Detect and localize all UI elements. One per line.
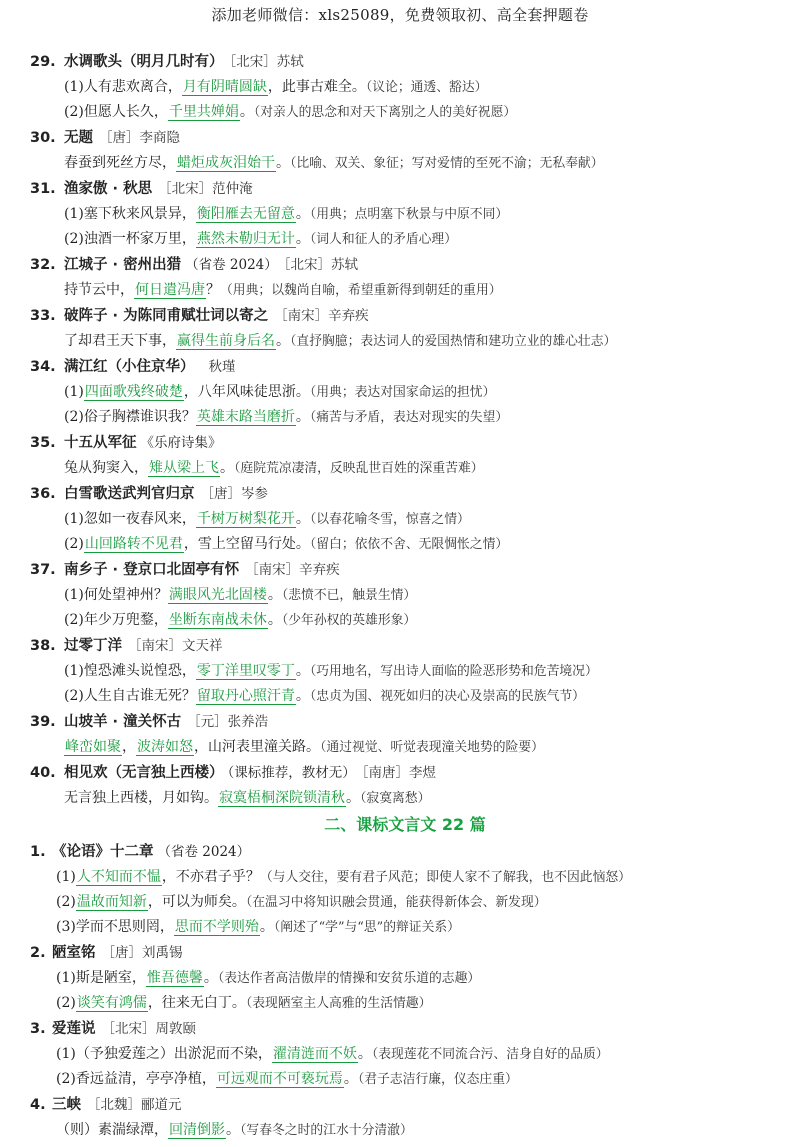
poem-dynasty: ［南唐］ <box>361 765 409 781</box>
poem-entry <box>30 255 780 300</box>
verse-line <box>30 280 780 300</box>
verse-rest: 。 <box>343 1071 358 1087</box>
poem-entry <box>30 306 780 351</box>
poem-entry <box>30 1019 780 1089</box>
poem-entry <box>30 943 780 1013</box>
verse-annotation: （留白；依依不舍、无限惆怅之情） <box>309 537 509 552</box>
verse-answer: 峰峦如聚 <box>65 739 121 755</box>
poem-dynasty: ［南宋］ <box>245 562 300 578</box>
poem-heading <box>30 842 780 862</box>
verse-annotation: （词人和征人的矛盾心理） <box>309 232 458 247</box>
verse-rest: 。 <box>226 1122 240 1138</box>
poem-title: 无题 <box>64 130 93 146</box>
verse-prompt: (2)浊酒一杯家万里， <box>64 231 196 247</box>
verse-line <box>30 892 780 912</box>
poem-entry <box>30 560 780 630</box>
verse-annotation: （比喻、双关、象征；写对爱情的至死不渝；无私奉献） <box>290 156 604 171</box>
verse-rest: ？ <box>206 282 220 298</box>
verse-line <box>30 867 780 887</box>
entry-number: 32. <box>30 257 56 273</box>
verse-rest: 。 <box>295 663 310 679</box>
poem-entry <box>30 433 780 478</box>
verse-line <box>30 534 780 554</box>
poem-dynasty: ［唐］ <box>101 945 142 961</box>
poem-dynasty: ［北宋］ <box>229 54 277 70</box>
verse-rest: 。 <box>220 460 234 476</box>
verse-rest: ，八年风味徒思浙。 <box>183 384 310 400</box>
verse-prompt: (2)年少万兜鍪， <box>64 612 168 628</box>
entry-number: 1. <box>30 844 46 860</box>
poem-title: 三峡 <box>52 1097 81 1113</box>
verse-line <box>30 382 780 402</box>
poem-heading <box>30 943 780 963</box>
verse-prompt: (2) <box>64 536 84 552</box>
poem-heading <box>30 306 780 326</box>
section-classical-prose <box>30 842 780 1140</box>
verse-answer: 千里共婵娟 <box>168 104 239 120</box>
verse-annotation: （写春冬之时的江水十分清澈） <box>240 1123 413 1138</box>
entry-number: 33. <box>30 308 56 324</box>
verse-prompt: (1)忽如一夜春风来， <box>64 511 196 527</box>
verse-prompt: (1) <box>64 384 84 400</box>
verse-rest: 。 <box>239 104 254 120</box>
entry-number: 2. <box>30 945 46 961</box>
poem-list <box>30 46 780 1140</box>
verse-answer: 回清倒影 <box>169 1122 225 1138</box>
poem-source-note: （省卷 2024） <box>157 844 251 860</box>
verse-answer: 濯清涟而不妖 <box>272 1046 357 1062</box>
verse-line <box>30 1069 780 1089</box>
verse-annotation: （表现莲花不同流合污、洁身自好的品质） <box>371 1047 609 1062</box>
poem-entry <box>30 636 780 706</box>
verse-answer: 谈笑有鸿儒 <box>76 995 147 1011</box>
poem-author: 刘禹锡 <box>142 945 183 961</box>
poem-title: 十五从军征 <box>64 435 137 451</box>
poem-entry <box>30 712 780 757</box>
verse-line <box>30 1120 780 1140</box>
verse-answer: 可远观而不可亵玩焉 <box>216 1071 343 1087</box>
verse-line <box>30 331 780 351</box>
entry-number: 29. <box>30 54 56 70</box>
poem-heading <box>30 357 780 377</box>
verse-rest: ，此事古难全。 <box>267 79 366 95</box>
poem-heading <box>30 712 780 732</box>
verse-annotation: （寂寞离愁） <box>360 791 431 806</box>
verse-rest: 。 <box>267 587 282 603</box>
verse-answer: 寂寞梧桐深院锁清秋 <box>219 790 345 806</box>
verse-line <box>30 917 780 937</box>
poem-heading <box>30 52 780 72</box>
verse-annotation: （阐述了“学”与“思”的辩证关系） <box>273 920 460 935</box>
verse-rest: ，山河表里潼关路。 <box>194 739 320 755</box>
verse-line <box>30 204 780 224</box>
verse-line <box>30 737 780 757</box>
poem-source-note: （课标推荐，教材无） <box>227 765 356 781</box>
verse-rest: 。 <box>276 333 290 349</box>
poem-dynasty: ［北宋］ <box>283 257 332 273</box>
verse-answer: 雉从梁上飞 <box>149 460 219 476</box>
verse-annotation: （通过视觉、听觉表现潼关地势的险要） <box>320 740 544 755</box>
verse-prompt: (2)俗子胸襟谁识我？ <box>64 409 196 425</box>
verse-answer: 温故而知新 <box>76 894 147 910</box>
verse-rest: 。 <box>346 790 360 806</box>
verse-answer: 千树万树梨花开 <box>196 511 295 527</box>
verse-annotation: （在温习中将知识融会贯通，能获得新体会、新发现） <box>245 895 547 910</box>
verse-line <box>30 458 780 478</box>
poem-heading <box>30 560 780 580</box>
poem-heading <box>30 1019 780 1039</box>
poem-author: 李商隐 <box>139 130 180 146</box>
verse-rest: 。 <box>295 231 310 247</box>
verse-rest: 。 <box>295 688 310 704</box>
verse-line <box>30 407 780 427</box>
poem-entry <box>30 842 780 937</box>
verse-answer: 思而不学则殆 <box>174 919 259 935</box>
poem-author: 周敦颐 <box>155 1021 196 1037</box>
verse-line <box>30 788 780 808</box>
verse-prompt: (2)香远益清，亭亭净植， <box>56 1071 216 1087</box>
entry-number: 31. <box>30 181 56 197</box>
verse-prompt: (1)惶恐滩头说惶恐， <box>64 663 196 679</box>
poem-author: 岑参 <box>241 486 268 502</box>
top-banner: 添加老师微信：xls25089，免费领取初、高全套押题卷 <box>211 6 589 24</box>
verse-rest: ，可以为师矣。 <box>147 894 246 910</box>
poem-heading <box>30 128 780 148</box>
poem-title: 爱莲说 <box>52 1021 96 1037</box>
verse-rest: 。 <box>295 511 310 527</box>
section-title: 二、课标文言文 22 篇 <box>324 815 486 834</box>
verse-annotation: （以春花喻冬雪，惊喜之情） <box>309 512 470 527</box>
poem-entry <box>30 1095 780 1140</box>
verse-line <box>30 686 780 706</box>
verse-answer: 何日遣冯唐 <box>135 282 205 298</box>
verse-line <box>30 77 780 97</box>
verse-answer: 赢得生前身后名 <box>177 333 275 349</box>
entry-number: 37. <box>30 562 56 578</box>
entry-number: 36. <box>30 486 56 502</box>
verse-prompt: (2)人生自古谁无死？ <box>64 688 196 704</box>
poem-entry <box>30 52 780 122</box>
verse-prompt: (3)学而不思则罔， <box>56 919 174 935</box>
verse-answer: 燕然未勒归无计 <box>196 231 295 247</box>
poem-author: 辛弃疾 <box>299 562 340 578</box>
poem-title: 《论语》十二章 <box>52 844 154 860</box>
verse-line <box>30 968 780 988</box>
verse-annotation: （议论；通透、豁达） <box>365 80 488 95</box>
poem-title: 白雪歌送武判官归京 <box>64 486 195 502</box>
verse-mid: ， <box>122 739 136 755</box>
verse-answer: 波涛如怒 <box>137 739 193 755</box>
verse-prompt: (2) <box>56 995 76 1011</box>
verse-answer: 山回路转不见君 <box>84 536 183 552</box>
poem-dynasty: ［南宋］ <box>274 308 329 324</box>
verse-line <box>30 153 780 173</box>
poem-title: 渔家傲 · 秋思 <box>64 181 153 197</box>
poem-author: 苏轼 <box>331 257 359 273</box>
verse-annotation: （表达作者高洁傲岸的情操和安贫乐道的志趣） <box>217 971 481 986</box>
poem-heading <box>30 433 780 453</box>
verse-annotation: （巧用地名，写出诗人面临的险恶形势和危苦境况） <box>309 664 598 679</box>
poem-title: 相见欢（无言独上西楼） <box>64 765 224 781</box>
poem-entry <box>30 179 780 249</box>
poem-title: 陋室铭 <box>52 945 96 961</box>
poem-dynasty: ［北宋］ <box>158 181 213 197</box>
verse-answer: 蜡炬成灰泪始干 <box>177 155 275 171</box>
entry-number: 30. <box>30 130 56 146</box>
poem-title: 破阵子 · 为陈同甫赋壮词以寄之 <box>64 308 269 324</box>
verse-line <box>30 993 780 1013</box>
verse-answer: 惟吾德馨 <box>146 970 203 986</box>
entry-number: 3. <box>30 1021 46 1037</box>
section-recitation-poems <box>30 52 780 808</box>
verse-prompt: (1)塞下秋来风景异， <box>64 206 196 222</box>
poem-source-note: 《乐府诗集》 <box>140 435 222 451</box>
poem-title: 南乡子 · 登京口北固亭有怀 <box>64 562 240 578</box>
verse-prompt: (1) <box>56 869 76 885</box>
verse-annotation: （用典；表达对国家命运的担忧） <box>309 385 496 400</box>
poem-title: 水调歌头（明月几时有） <box>64 54 224 70</box>
verse-answer: 人不知而不愠 <box>76 869 161 885</box>
verse-annotation: （痛苦与矛盾，表达对现实的失望） <box>309 410 509 425</box>
poem-title: 山坡羊 · 潼关怀古 <box>64 714 182 730</box>
verse-annotation: （用典；点明塞下秋景与中原不同） <box>309 207 509 222</box>
verse-rest: 。 <box>295 206 310 222</box>
verse-rest: 。 <box>259 919 274 935</box>
entry-number: 4. <box>30 1097 46 1113</box>
poem-author: 秋瑾 <box>208 359 236 375</box>
poem-entry <box>30 484 780 554</box>
verse-annotation: （君子志洁行廉，仪态庄重） <box>357 1072 518 1087</box>
verse-prompt: 持节云中， <box>64 282 134 298</box>
verse-answer: 零丁洋里叹零丁 <box>196 663 295 679</box>
poem-title: 满江红（小住京华） <box>64 359 195 375</box>
verse-answer: 衡阳雁去无留意 <box>196 206 295 222</box>
verse-rest: 。 <box>203 970 218 986</box>
entry-number: 34. <box>30 359 56 375</box>
verse-answer: 满眼风光北固楼 <box>168 587 267 603</box>
verse-line <box>30 585 780 605</box>
poem-title: 过零丁洋 <box>64 638 122 654</box>
poem-heading <box>30 179 780 199</box>
verse-rest: ，往来无白丁。 <box>147 995 246 1011</box>
verse-rest: ，不亦君子乎？ <box>161 869 260 885</box>
poem-author: 范仲淹 <box>212 181 253 197</box>
verse-prompt: 无言独上西楼，月如钩。 <box>64 790 218 806</box>
poem-dynasty: ［唐］ <box>200 486 241 502</box>
verse-annotation: （忠贞为国、视死如归的决心及崇高的民族气节） <box>309 689 585 704</box>
verse-answer: 坐断东南战未休 <box>168 612 267 628</box>
poem-heading <box>30 484 780 504</box>
verse-annotation: （庭院荒凉凄清，反映乱世百姓的深重苦难） <box>234 461 484 476</box>
poem-entry <box>30 128 780 173</box>
verse-annotation: （悲愤不已，触景生情） <box>281 588 417 603</box>
entry-number: 39. <box>30 714 56 730</box>
poem-author: 文天祥 <box>182 638 223 654</box>
verse-prompt: 春蚕到死丝方尽， <box>64 155 176 171</box>
verse-annotation: （直抒胸臆；表达词人的爱国热情和建功立业的雄心壮志） <box>290 334 617 349</box>
verse-rest: 。 <box>357 1046 372 1062</box>
verse-annotation: （对亲人的思念和对天下离别之人的美好祝愿） <box>253 105 517 120</box>
poem-dynasty: ［北魏］ <box>87 1097 141 1113</box>
poem-heading <box>30 636 780 656</box>
poem-heading <box>30 255 780 275</box>
verse-line <box>30 610 780 630</box>
verse-line <box>30 102 780 122</box>
verse-prompt: (2)但愿人长久， <box>64 104 168 120</box>
poem-author: 苏轼 <box>276 54 304 70</box>
poem-source-note: （省卷 2024） <box>185 257 278 273</box>
verse-rest: 。 <box>276 155 290 171</box>
verse-annotation: （与人交往，要有君子风范；即使人家不了解我，也不因此恼怒） <box>259 870 631 885</box>
poem-entry <box>30 763 780 808</box>
verse-annotation: （表现陋室主人高雅的生活情趣） <box>245 996 432 1011</box>
verse-prompt: (2) <box>56 894 76 910</box>
verse-prompt: (1)何处望神州？ <box>64 587 168 603</box>
poem-author: 张养浩 <box>227 714 269 730</box>
verse-prompt: (1)人有悲欢离合， <box>64 79 182 95</box>
poem-author: 郦道元 <box>141 1097 182 1113</box>
entry-number: 40. <box>30 765 56 781</box>
verse-answer: 月有阴晴圆缺 <box>182 79 267 95</box>
verse-line <box>30 1044 780 1064</box>
verse-prompt: （则）素湍绿潭， <box>56 1122 168 1138</box>
verse-line <box>30 229 780 249</box>
verse-annotation: （用典；以魏尚自喻，希望重新得到朝廷的重用） <box>220 283 502 298</box>
poem-title: 江城子 · 密州出猎 <box>64 257 182 273</box>
verse-answer: 留取丹心照汗青 <box>196 688 295 704</box>
verse-answer: 英雄末路当磨折 <box>196 409 295 425</box>
verse-rest: 。 <box>267 612 282 628</box>
verse-rest: 。 <box>295 409 310 425</box>
verse-prompt: (1)斯是陋室， <box>56 970 146 986</box>
poem-heading <box>30 763 780 783</box>
verse-rest: ，雪上空留马行处。 <box>183 536 310 552</box>
verse-line <box>30 509 780 529</box>
poem-dynasty: ［元］ <box>187 714 228 730</box>
verse-annotation: （少年孙权的英雄形象） <box>281 613 417 628</box>
poem-author: 李煜 <box>409 765 436 781</box>
verse-line <box>30 661 780 681</box>
poem-dynasty: ［南宋］ <box>128 638 182 654</box>
entry-number: 38. <box>30 638 56 654</box>
verse-prompt: 了却君王天下事， <box>64 333 176 349</box>
poem-dynasty: ［唐］ <box>99 130 140 146</box>
poem-author: 辛弃疾 <box>328 308 369 324</box>
verse-prompt: 兔从狗窦入， <box>64 460 148 476</box>
entry-number: 35. <box>30 435 56 451</box>
verse-prompt: (1)（予独爱莲之）出淤泥而不染， <box>56 1046 272 1062</box>
poem-heading <box>30 1095 780 1115</box>
verse-answer: 四面歌残终破楚 <box>84 384 183 400</box>
poem-dynasty: ［北宋］ <box>101 1021 156 1037</box>
poem-entry <box>30 357 780 427</box>
